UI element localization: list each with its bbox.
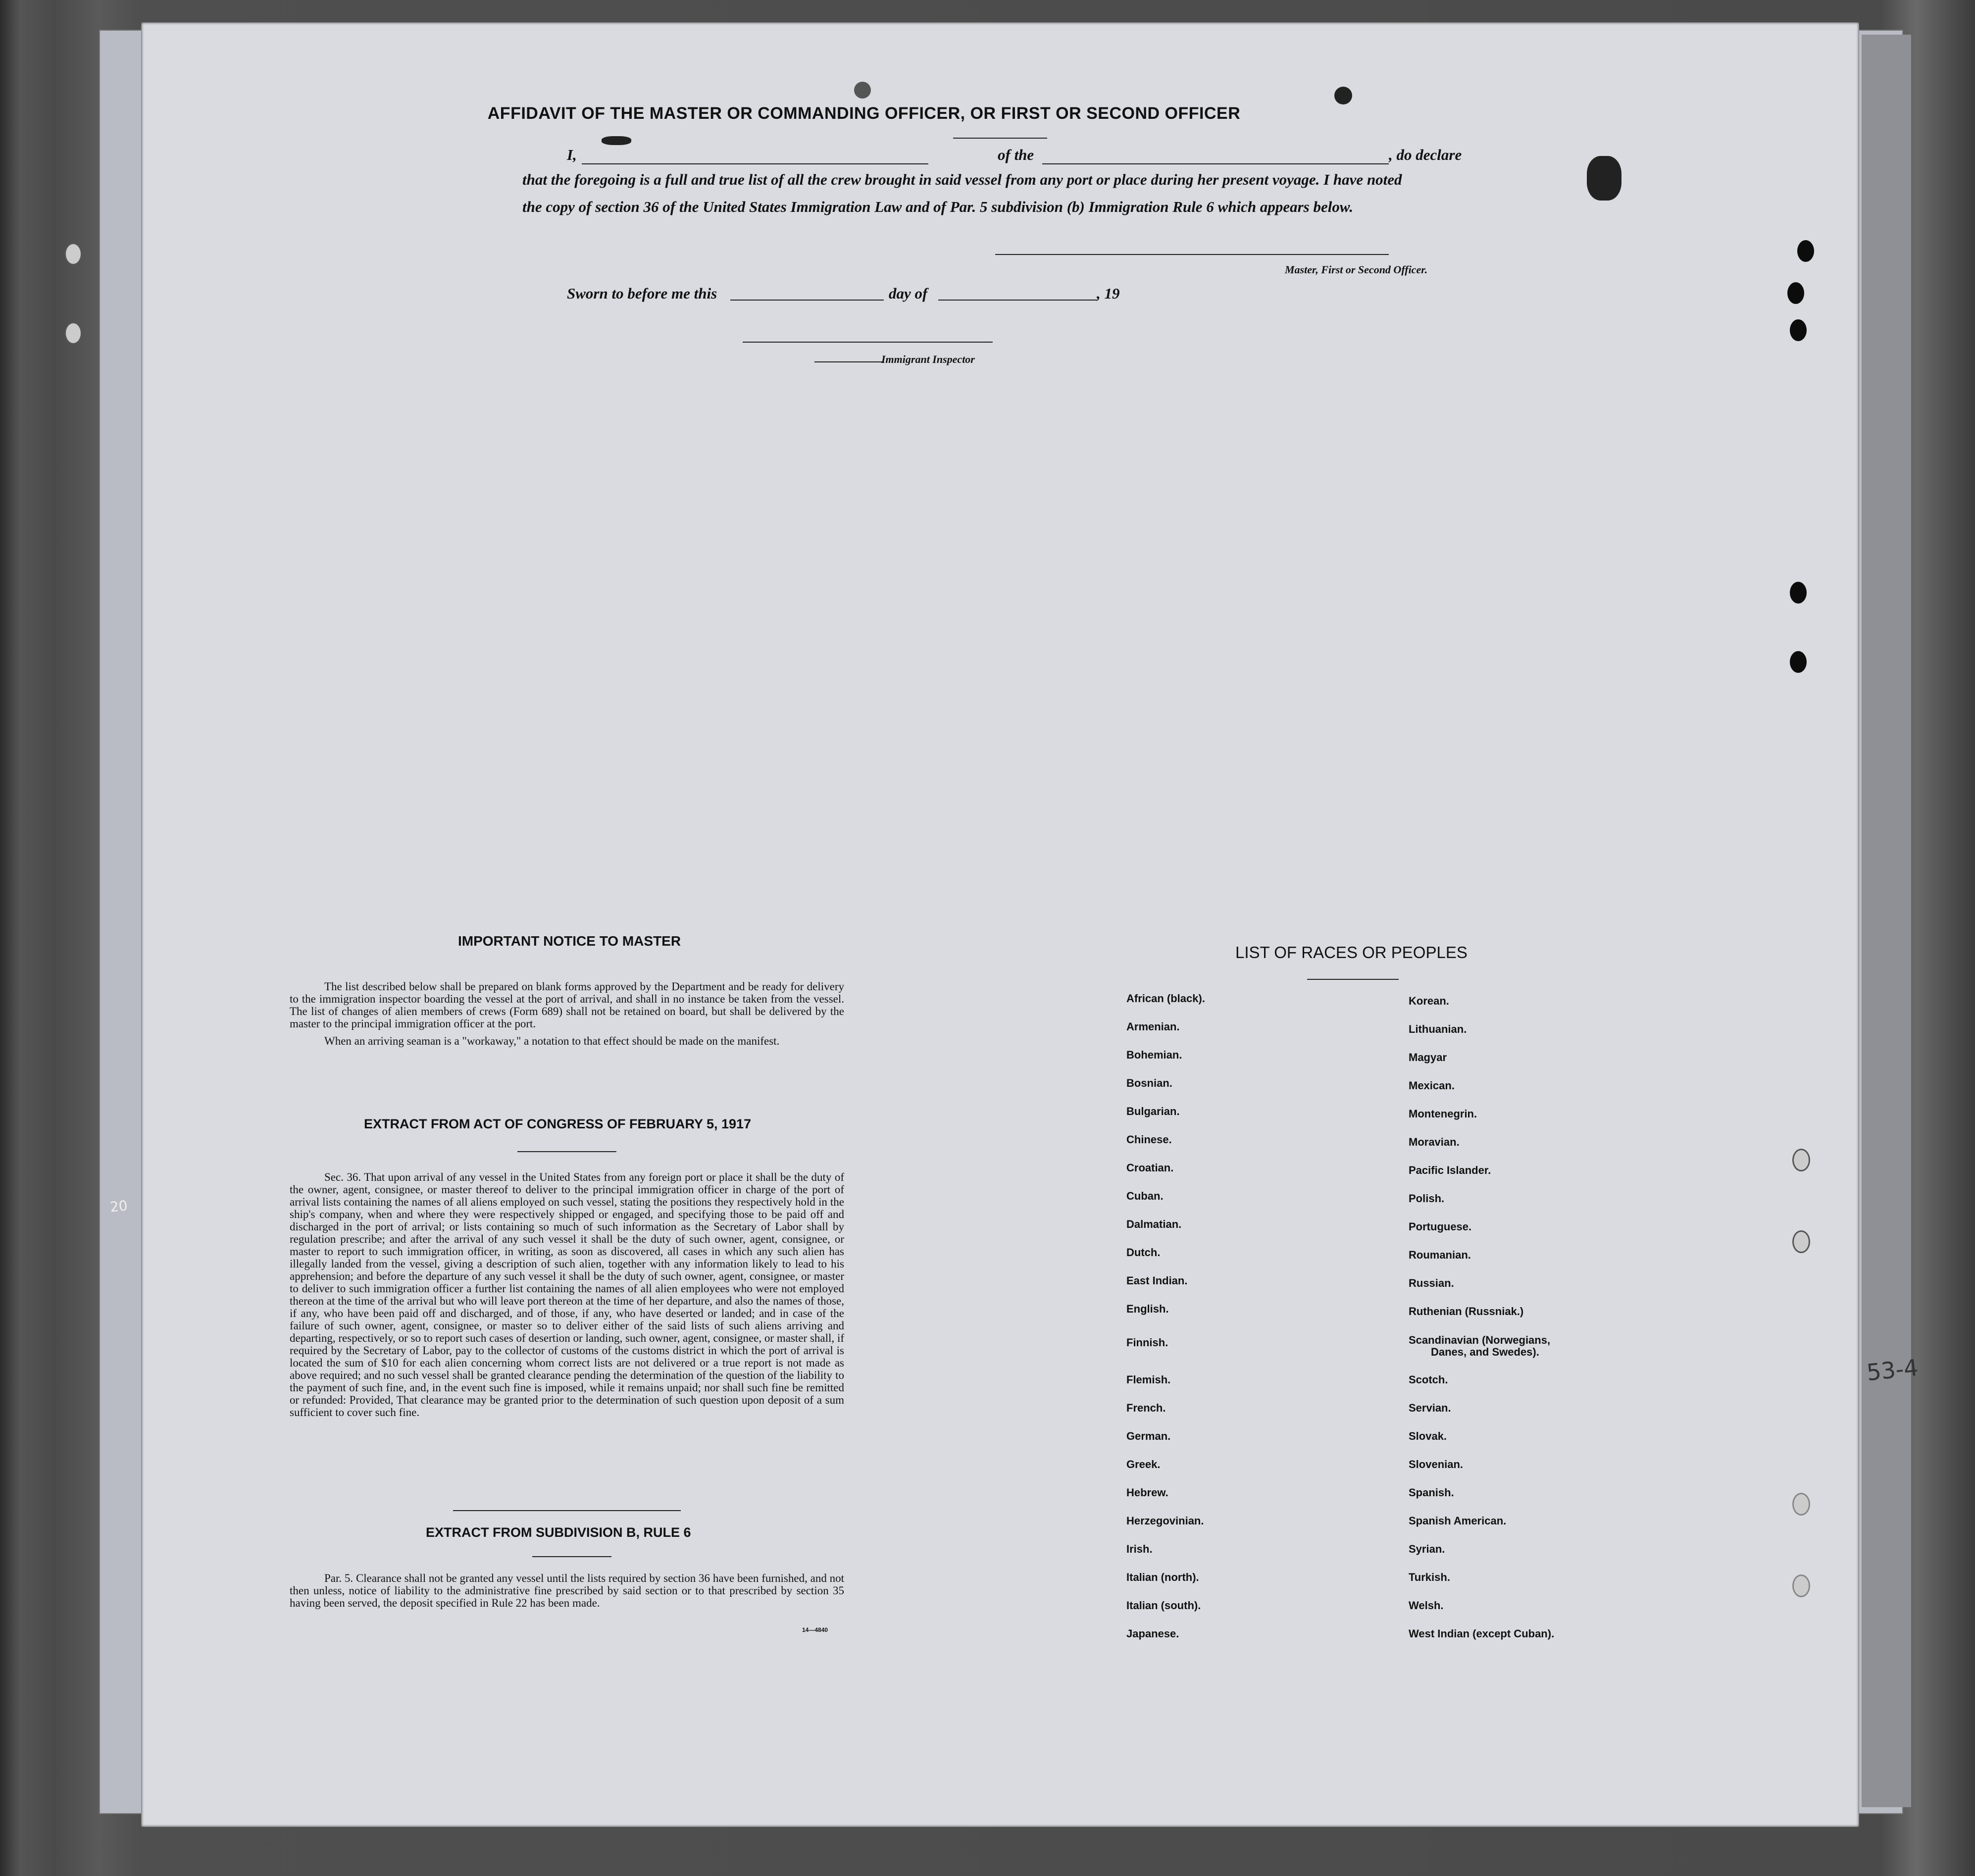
- side-number: 20: [109, 1197, 129, 1216]
- extract-act-body: [290, 1171, 844, 1423]
- affidavit-i-label: I,: [567, 146, 577, 163]
- race-item: Italian (north).: [1126, 1571, 1199, 1583]
- race-item: Flemish.: [1126, 1373, 1171, 1386]
- race-item: Moravian.: [1409, 1136, 1460, 1148]
- punch-hole-icon: [1790, 319, 1807, 341]
- handwritten-margin-number: 53-4: [1865, 1354, 1920, 1386]
- race-item: Bulgarian.: [1126, 1105, 1180, 1117]
- extract-rule-body: [290, 1572, 844, 1614]
- notice-title: IMPORTANT NOTICE TO MASTER: [458, 933, 681, 949]
- race-item: German.: [1126, 1430, 1171, 1442]
- affidavit-of-the-label: of the: [998, 146, 1034, 163]
- race-item: Bosnian.: [1126, 1077, 1172, 1089]
- race-item: Danes, and Swedes).: [1431, 1346, 1539, 1358]
- race-item: Pacific Islander.: [1409, 1164, 1491, 1176]
- race-item: Bohemian.: [1126, 1049, 1182, 1061]
- race-item: Russian.: [1409, 1277, 1454, 1289]
- extract-rule-title: EXTRACT FROM SUBDIVISION B, RULE 6: [426, 1525, 691, 1540]
- race-item: Turkish.: [1409, 1571, 1450, 1583]
- race-item: Croatian.: [1126, 1162, 1174, 1174]
- race-item: Herzegovinian.: [1126, 1515, 1204, 1527]
- extract-act-divider: [517, 1151, 616, 1152]
- manifest-page: [141, 22, 1859, 1827]
- race-item: Irish.: [1126, 1543, 1153, 1555]
- race-item: Japanese.: [1126, 1627, 1179, 1640]
- signature-line: [995, 254, 1389, 255]
- name-blank-line: [582, 163, 928, 164]
- race-item: West Indian (except Cuban).: [1409, 1627, 1555, 1640]
- race-item: Hebrew.: [1126, 1486, 1168, 1499]
- binder-ring-icon: [64, 322, 82, 345]
- race-item: French.: [1126, 1402, 1166, 1414]
- binder-ring-icon: [64, 243, 82, 265]
- race-item: Magyar: [1409, 1051, 1447, 1064]
- page-tear-mark: [602, 136, 631, 145]
- page-tear-mark: [1587, 156, 1621, 201]
- race-item: Italian (south).: [1126, 1599, 1201, 1612]
- signature-label: Master, First or Second Officer.: [1285, 263, 1428, 276]
- race-item: Armenian.: [1126, 1020, 1180, 1033]
- inspector-short-line: [814, 361, 884, 362]
- race-item: East Indian.: [1126, 1274, 1188, 1287]
- race-item: Finnish.: [1126, 1336, 1168, 1349]
- notice-paragraph-2: When an arriving seaman is a "workaway," a notation to that effect should be made on the manifest.: [324, 1035, 780, 1047]
- race-item: Polish.: [1409, 1192, 1445, 1205]
- race-item: Cuban.: [1126, 1190, 1164, 1202]
- notice-paragraph-1: The list described below shall be prepared on blank forms approved by the Department and be ready for delivery to the immigration inspector boarding the vessel at the port of arrival, and shall in no instance be taken from the vessel. The list of changes of alien members of crews (Form 689) shall not be retained on board, but shall be delivered by the master to the principal immigration officer at the port.: [290, 980, 844, 1030]
- title-divider: [953, 138, 1047, 139]
- extract-act-title: EXTRACT FROM ACT OF CONGRESS OF FEBRUARY 5, 1917: [364, 1116, 752, 1131]
- punch-hole-icon: [1787, 282, 1804, 304]
- extract-act-text: Sec. 36. That upon arrival of any vessel in the United States from any foreign port or place it shall be the duty of the owner, agent, consignee, or master thereof to deliver to the principal immigration officer in charge of the port of arrival lists containing the names of all aliens employed on such vessel, stating the positions they respectively hold in the ship's company, when and where they were respectively shipped or engaged, and specifying those to be paid off and discharged in the port of arrival; or lists containing so much of such information as the Secretary of Labor shall by regulation prescribe; and after the arrival of any such vessel it shall be the duty of such owner, agent, consignee, or master to report to such immigration officer, in writing, as soon as discovered, all cases in which any such alien has illegally landed from the vessel, giving a description of such alien, together with any information likely to lead to his apprehension; and before the departure of any such vessel it shall be the duty of such owner, agent, consignee, or master to deliver to such immigration officer a further list containing the names of all alien employees who were not employed thereon at the time of the arrival but who will leave port thereon at the time of her departure, and also the names of those, if any, who have been paid off and discharged, and of those, if any, who have deserted or landed; and in case of the failure of such owner, agent, consignee, or master so to deliver either of the said lists of such aliens arriving and departing, respectively, or so to report such cases of desertion or landing, such owner, agent, consignee, or master shall, if required by the Secretary of Labor, pay to the collector of customs of the customs district in which the port of arrival is located the sum of $10 for each alien concerning whom correct lists are not delivered or a true report is not made as above required; and no such vessel shall be granted clearance pending the determination of the question of the liability to the payment of such fine, and, in the event such fine is imposed, while it remains unpaid; nor shall such fine be remitted or refunded: Provided, That clearance may be granted prior to the determination of such question upon deposit of a sum sufficient to cover such fine.: [290, 1171, 844, 1419]
- race-item: Spanish.: [1409, 1486, 1454, 1499]
- sworn-day-blank: [730, 300, 884, 301]
- race-item: Slovenian.: [1409, 1458, 1464, 1470]
- punch-hole-icon: [1792, 1149, 1810, 1171]
- sworn-month-blank: [938, 300, 1097, 301]
- race-item: Syrian.: [1409, 1543, 1445, 1555]
- affidavit-line-2: that the foregoing is a full and true list of all the crew brought in said vessel from any port or place during her present voyage. I have noted: [522, 171, 1402, 188]
- races-title: LIST OF RACES OR PEOPLES: [1235, 943, 1468, 962]
- form-number: 14—4840: [802, 1626, 828, 1633]
- race-item: Chinese.: [1126, 1133, 1172, 1146]
- race-item: Montenegrin.: [1409, 1108, 1477, 1120]
- race-item: Portuguese.: [1409, 1220, 1472, 1233]
- race-item: Scotch.: [1409, 1373, 1448, 1386]
- race-item: English.: [1126, 1303, 1169, 1315]
- race-item: Scandinavian (Norwegians,: [1409, 1334, 1551, 1346]
- race-item: Ruthenian (Russniak.): [1409, 1305, 1524, 1318]
- punch-hole-icon: [1790, 582, 1807, 604]
- race-item: Dalmatian.: [1126, 1218, 1182, 1230]
- punch-hole-icon: [1792, 1493, 1810, 1516]
- race-item: Spanish American.: [1409, 1515, 1507, 1527]
- race-item: Mexican.: [1409, 1079, 1455, 1092]
- affidavit-title: AFFIDAVIT OF THE MASTER OR COMMANDING OFFICER, OR FIRST OR SECOND OFFICER: [487, 104, 1241, 123]
- race-item: Slovak.: [1409, 1430, 1447, 1442]
- inspector-label: Immigrant Inspector: [881, 353, 975, 365]
- punch-hole-icon: [1792, 1230, 1810, 1253]
- sworn-year-label: , 19: [1097, 285, 1120, 302]
- page-tear-mark: [1334, 87, 1352, 104]
- sworn-day-of-label: day of: [889, 285, 928, 302]
- section-divider: [453, 1510, 681, 1511]
- sworn-label: Sworn to before me this: [567, 285, 717, 302]
- race-item: African (black).: [1126, 992, 1205, 1005]
- races-divider: [1307, 979, 1399, 980]
- extract-rule-text: Par. 5. Clearance shall not be granted any vessel until the lists required by section 36 have been furnished, and not then unless, notice of liability to the administrative fine prescribed by said section or to that prescribed by section 35 having been served, the deposit specified in Rule 22 has been made.: [290, 1572, 844, 1609]
- punch-hole-icon: [1792, 1574, 1810, 1597]
- race-item: Lithuanian.: [1409, 1023, 1467, 1035]
- race-item: Korean.: [1409, 995, 1449, 1007]
- race-item: Roumanian.: [1409, 1249, 1471, 1261]
- race-item: Welsh.: [1409, 1599, 1444, 1612]
- race-item: Greek.: [1126, 1458, 1161, 1470]
- affidavit-line-3: the copy of section 36 of the United States Immigration Law and of Par. 5 subdivision (b) Immigration Rule 6 which appears below.: [522, 198, 1354, 215]
- notice-body: [290, 980, 844, 1052]
- page-tear-mark: [854, 82, 871, 99]
- vessel-blank-line: [1042, 163, 1389, 164]
- affidavit-declare-label: , do declare: [1389, 146, 1462, 163]
- punch-hole-icon: [1797, 240, 1814, 262]
- extract-rule-divider: [532, 1556, 611, 1557]
- race-item: Dutch.: [1126, 1246, 1161, 1259]
- race-item: Servian.: [1409, 1402, 1451, 1414]
- page-edge-strip: [1862, 35, 1911, 1807]
- punch-hole-icon: [1790, 651, 1807, 673]
- inspector-signature-line: [743, 342, 993, 343]
